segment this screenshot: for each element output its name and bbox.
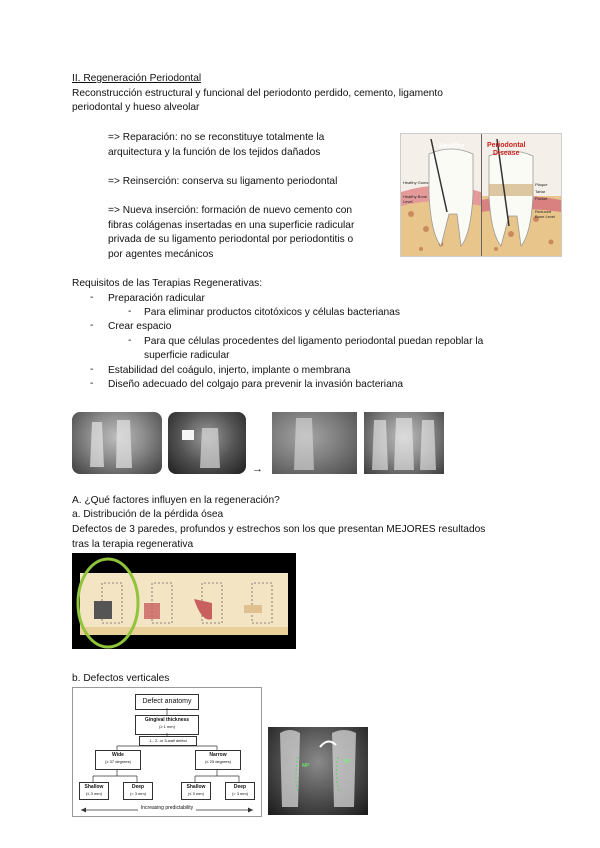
diagram-root: Defect anatomy [135, 694, 199, 710]
diagram-shallow-box-2 [181, 782, 211, 800]
def-reparacion-1: => Reparación: no se reconstituye totalmente la [108, 132, 325, 143]
diagram-narrow-sub: (≤ 25 degrees) [205, 759, 231, 764]
bone-defect-illustration [72, 553, 296, 649]
diagram-narrow-box [195, 750, 241, 770]
diagram-deep-box-2 [225, 782, 255, 800]
defect-anatomy-diagram [72, 687, 262, 817]
diagram-wide: Wide [112, 752, 124, 758]
vertical-defect-xray-svg [268, 727, 368, 815]
xray-image-2 [168, 412, 246, 474]
requisitos-title: Requisitos de las Terapias Regenerativas: [72, 278, 263, 289]
diagram-deep-sub-2: (> 3 mm) [231, 791, 249, 796]
label-plaque: Plaque [535, 182, 548, 187]
diagram-deep-2: Deep [233, 784, 247, 790]
requisito-1-sub: Para eliminar productos citotóxicos y células bacterianas [144, 307, 400, 318]
diagram-wide-box [95, 750, 141, 770]
def-reparacion-2: arquitectura y la función de los tejidos dañados [108, 147, 321, 158]
requisito-4: Diseño adecuado del colgajo para prevenir la invasión bacteriana [108, 379, 404, 390]
def-nueva-2: fibras colágenas insertadas en una superficie radicular [108, 220, 355, 231]
intro-line-1: Reconstrucción estructural y funcional del periodonto perdido, cemento, ligamento [72, 88, 443, 99]
label-healthy-gums: Healthy Gums [403, 180, 429, 185]
requisito-1: Preparación radicular [108, 293, 205, 304]
bullet-dash: - [90, 292, 94, 303]
requisito-2: Crear espacio [108, 321, 172, 332]
sub-bullet-dash: - [128, 335, 132, 346]
diagram-narrow: Narrow [209, 752, 227, 758]
def-reinsercion: => Reinserción: conserva su ligamento periodontal [108, 176, 338, 187]
def-nueva-4: por agentes mecánicos [108, 249, 214, 260]
requisito-2-sub-2: superficie radicular [144, 350, 230, 361]
label-disease: Disease [493, 150, 520, 157]
diagram-shallow-2: Shallow [186, 784, 206, 790]
sub-bullet-dash: - [128, 306, 132, 317]
requisito-3: Estabilidad del coágulo, injerto, implante o membrana [108, 365, 351, 376]
xray-image-4 [364, 412, 444, 474]
xray-image-1 [72, 412, 162, 474]
label-periodontal: Periodontal [487, 142, 526, 149]
label-tartar: Tartar [535, 189, 546, 194]
diagram-footer [73, 804, 261, 812]
xray-2-teeth [168, 412, 246, 474]
bullet-dash: - [90, 378, 94, 389]
label-reduced-bone: Reduced Bone Level [535, 209, 556, 219]
def-nueva-1: => Nueva inserción: formación de nuevo cemento con [108, 205, 353, 216]
factores-a-text-1: Defectos de 3 paredes, profundos y estrechos son los que presentan MEJORES resultados [72, 524, 486, 535]
diagram-deep-sub-1: (> 3 mm) [129, 791, 147, 796]
diagram-deep-box-1 [123, 782, 153, 800]
factores-question: A. ¿Qué factores influyen en la regeneración? [72, 495, 280, 506]
diagram-wide-sub: (≥ 37 degrees) [105, 759, 131, 764]
label-pocket: Pocket [535, 196, 548, 201]
requisito-2-sub-1: Para que células procedentes del ligamento periodontal puedan repoblar la [144, 336, 484, 347]
diagram-gingival-sub: (≥ 1 mm) [159, 724, 175, 729]
xray-label-left: MP [302, 763, 310, 769]
diagram-shallow-sub-2: (≤ 3 mm) [188, 791, 204, 796]
label-healthy-bone: Healthy Bone Level [403, 194, 428, 204]
label-healthy: Healthy [439, 143, 465, 150]
bullet-dash: - [90, 364, 94, 375]
intro-line-2: periodontal y hueso alveolar [72, 102, 200, 113]
xray-1-teeth [72, 412, 162, 474]
bone-defect-svg [72, 553, 296, 649]
factores-a-title: a. Distribución de la pérdida ósea [72, 509, 224, 520]
factores-a-text-2: tras la terapia regenerativa [72, 539, 194, 550]
diagram-shallow-sub-1: (≤ 3 mm) [86, 791, 102, 796]
diagram-gingival: Gingival thickness [144, 717, 190, 723]
bullet-dash: - [90, 320, 94, 331]
def-nueva-3: privada de su ligamento periodontal por periodontitis o [108, 234, 354, 245]
arrow-right: → [252, 463, 263, 475]
factores-b-title: b. Defectos verticales [72, 673, 170, 684]
section-title: II. Regeneración Periodontal [72, 73, 202, 84]
xray-image-3 [272, 412, 357, 474]
periodontal-illustration [400, 133, 562, 257]
diagram-footer-label: Increasing predictability [138, 805, 196, 811]
vertical-defect-xray [268, 727, 368, 815]
diagram-walls: 1-, 2- or 3-wall defect [139, 736, 197, 746]
diagram-deep-1: Deep [131, 784, 145, 790]
xray-3-teeth [272, 412, 357, 474]
xray-4-teeth [364, 412, 444, 474]
diagram-shallow-box-1 [79, 782, 109, 800]
diagram-shallow-1: Shallow [84, 784, 104, 790]
xray-label-right: BP [344, 759, 351, 765]
diagram-gingival-box [135, 715, 199, 735]
